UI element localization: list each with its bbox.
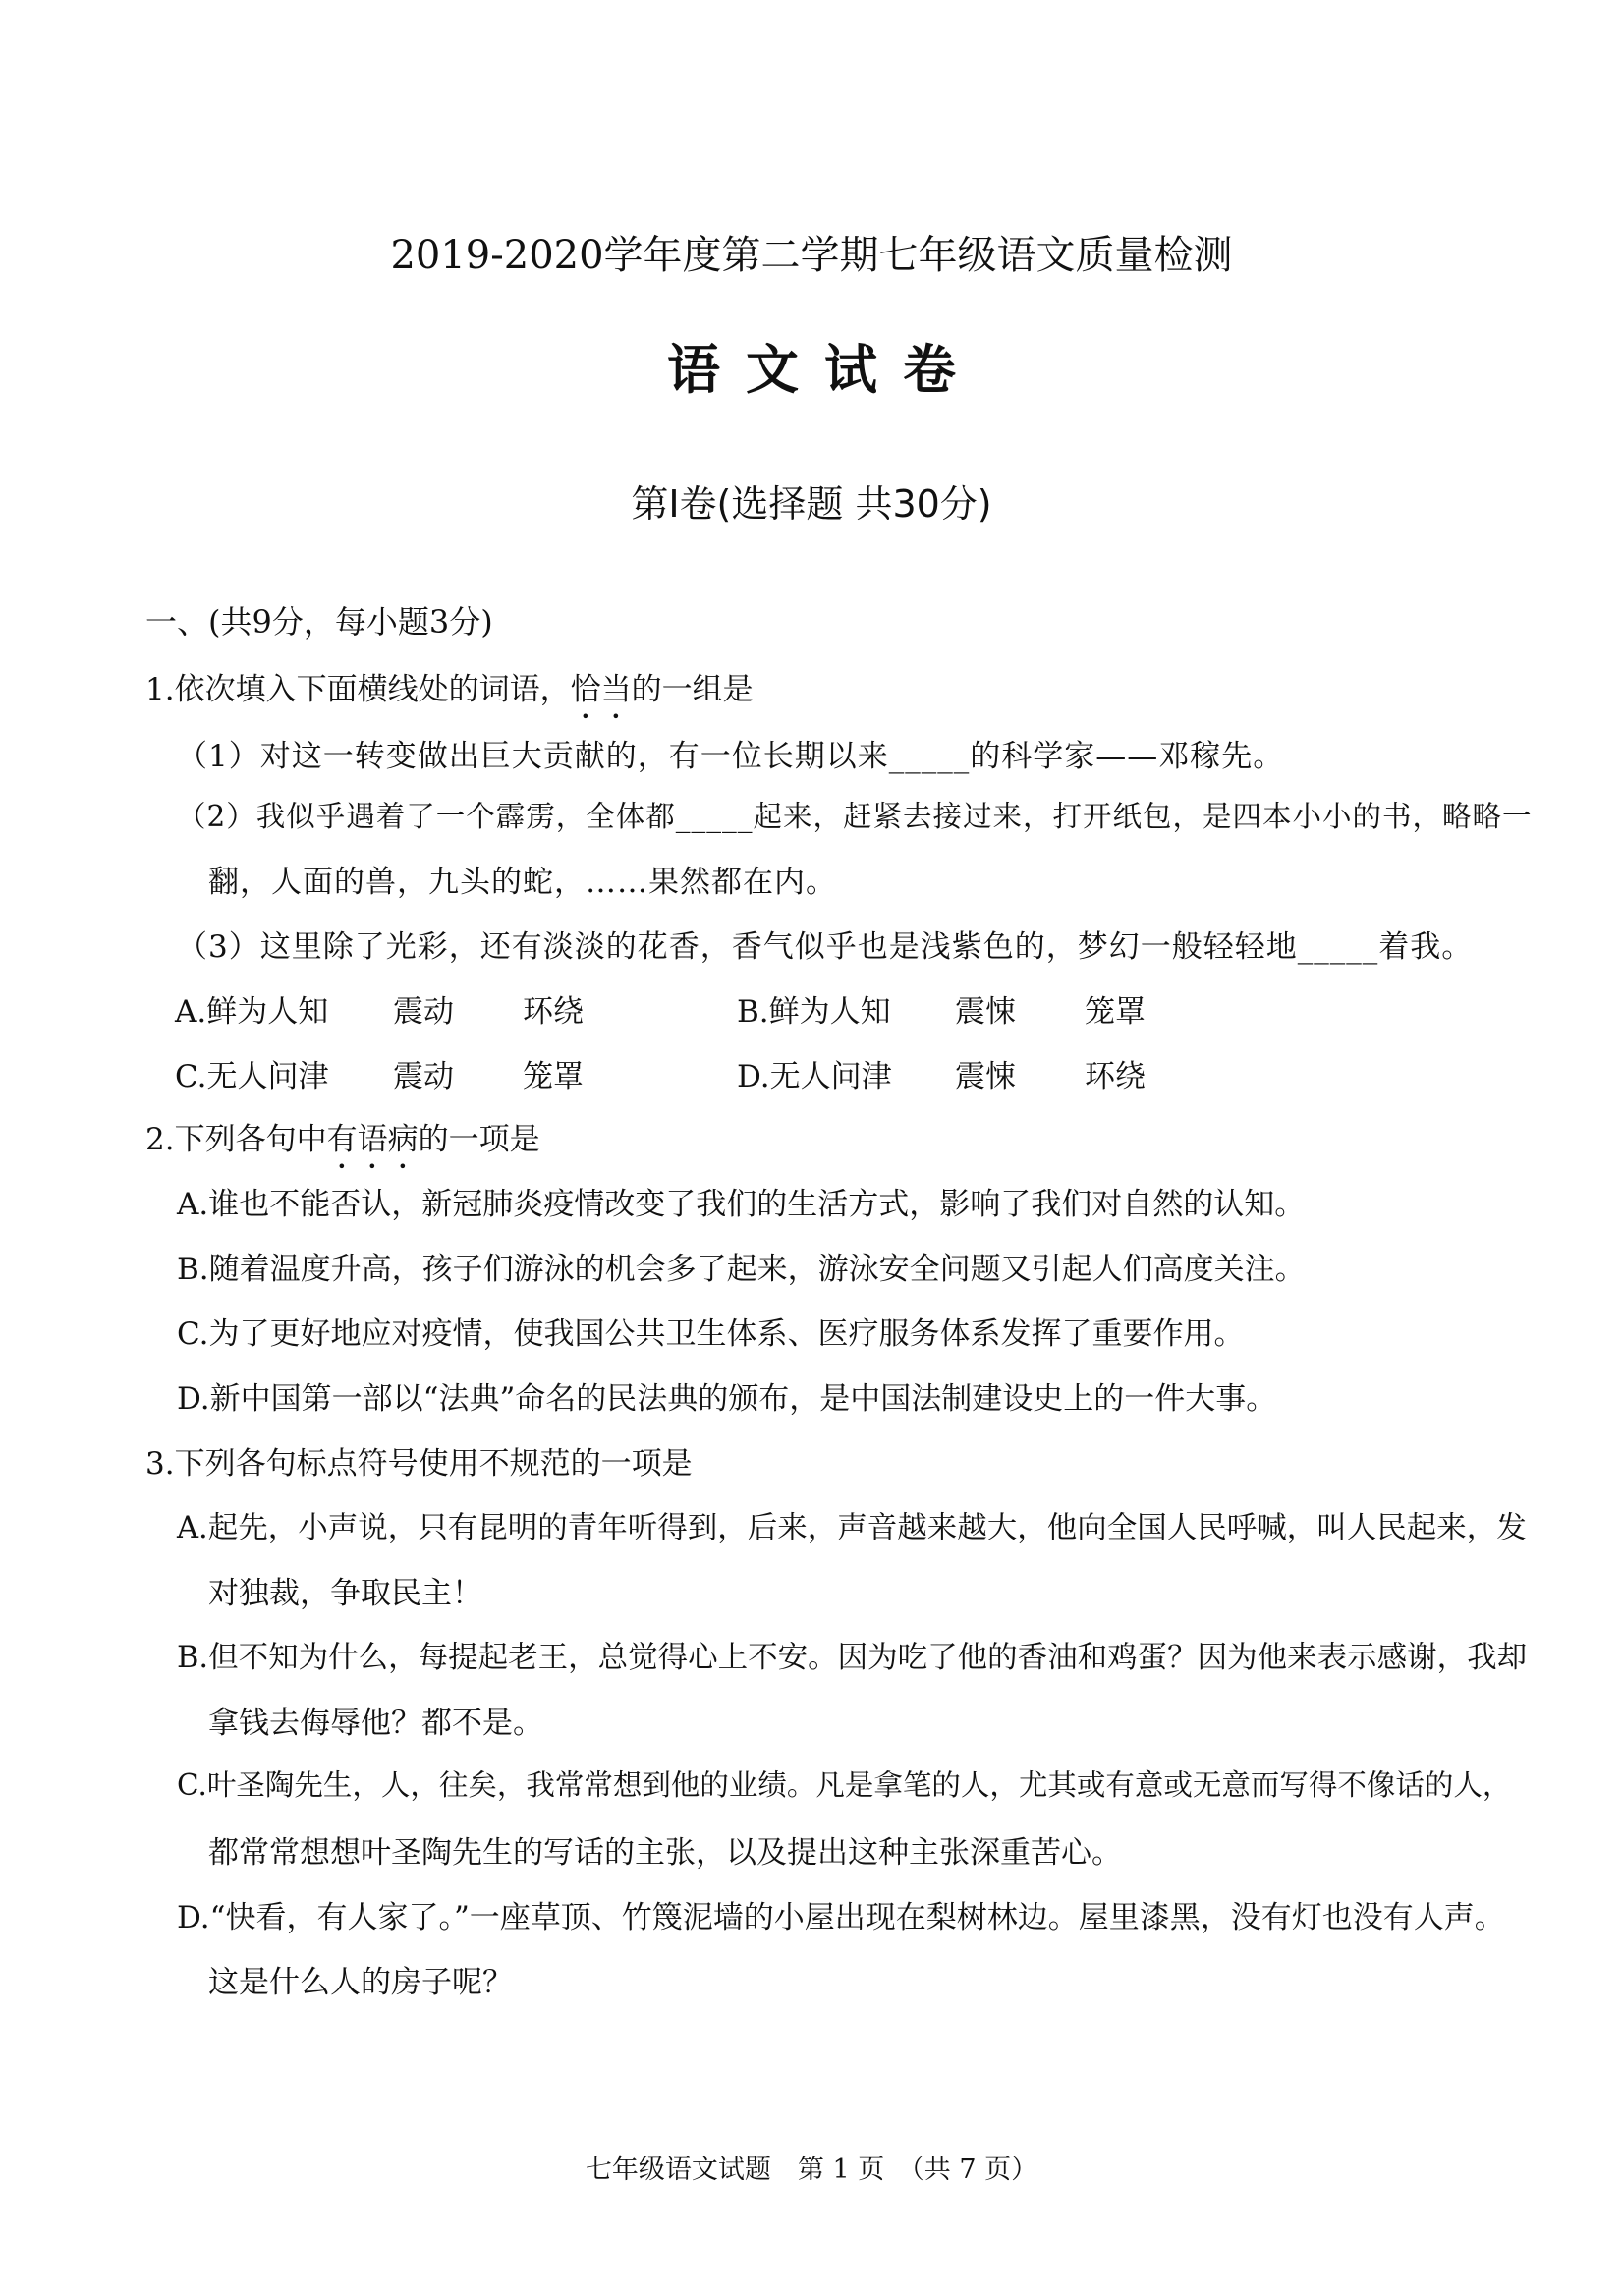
question-1-options-row-2 bbox=[175, 1051, 1354, 1094]
option-c-word-2: 震动 bbox=[393, 1059, 454, 1094]
question-1-options-row-1 bbox=[175, 986, 1354, 1030]
question-3-option-c-line-2: 都常常想想叶圣陶先生的写话的主张，以及提出这种主张深重苦心。 bbox=[208, 1835, 1122, 1871]
question-1-stem-after: 的一组是 bbox=[631, 672, 754, 707]
question-1-stem bbox=[145, 664, 754, 726]
question-1-sentence-2-line-1: （2）我似乎遇着了一个霹雳，全体都_____起来，赶紧去接过来，打开纸包，是四本小小的书，略略一 bbox=[177, 800, 1533, 833]
question-3-option-a-line-1: A.起先，小声说，只有昆明的青年听得到，后来，声音越来越大，他向全国人民呼喊，叫人民起来，发 bbox=[177, 1511, 1527, 1545]
question-1-sentence-1: （1）对这一转变做出巨大贡献的，有一位长期以来_____的科学家——邓稼先。 bbox=[177, 739, 1285, 774]
section-title: 一、(共9分，每小题3分) bbox=[145, 603, 493, 641]
question-3-option-a-line-2: 对独裁，争取民主！ bbox=[208, 1576, 482, 1611]
exam-title: 2019-2020学年度第二学期七年级语文质量检测 bbox=[390, 233, 1233, 278]
question-3-option-d-line-1: D.“快看，有人家了。”一座草顶、竹篾泥墙的小屋出现在梨树林边。屋里漆黑，没有灯也没有人声。 bbox=[177, 1900, 1505, 1935]
question-2-option-d: D.新中国第一部以“法典”命名的民法典的颁布，是中国法制建设史上的一件大事。 bbox=[177, 1381, 1277, 1417]
question-2-stem-before: 2.下列各句中 bbox=[145, 1122, 327, 1157]
question-2-stem bbox=[145, 1114, 540, 1176]
option-b-word-1: B.鲜为人知 bbox=[737, 994, 891, 1030]
part-title: 第Ⅰ卷(选择题 共30分) bbox=[631, 482, 992, 526]
option-d-word-1: D.无人问津 bbox=[737, 1059, 892, 1094]
option-c-word-1: C.无人问津 bbox=[175, 1059, 329, 1094]
question-3-stem: 3.下列各句标点符号使用不规范的一项是 bbox=[145, 1446, 693, 1482]
question-2-option-b: B.随着温度升高，孩子们游泳的机会多了起来，游泳安全问题又引起人们高度关注。 bbox=[177, 1252, 1306, 1287]
question-2-stem-after: 的一项是 bbox=[418, 1122, 540, 1157]
question-1-stem-before: 1.依次填入下面横线处的词语， bbox=[145, 672, 571, 707]
option-d-word-3: 环绕 bbox=[1085, 1059, 1146, 1094]
main-title: 语文试卷 bbox=[667, 338, 981, 401]
option-b-word-3: 笼罩 bbox=[1085, 994, 1146, 1030]
question-3-option-c-line-1: C.叶圣陶先生，人，往矣，我常常想到他的业绩。凡是拿笔的人，尤其或有意或无意而写得不像话的人， bbox=[177, 1768, 1512, 1802]
question-3-option-b-line-1: B.但不知为什么，每提起老王，总觉得心上不安。因为吃了他的香油和鸡蛋？因为他来表示感谢，我却 bbox=[177, 1641, 1528, 1675]
question-3-option-b-line-2: 拿钱去侮辱他？都不是。 bbox=[208, 1706, 543, 1741]
option-a-word-3: 环绕 bbox=[523, 994, 584, 1030]
page-footer: 七年级语文试题 第 1 页 （共 7 页） bbox=[585, 2155, 1038, 2185]
question-2-stem-emphasis: 有语病 bbox=[326, 1122, 419, 1157]
question-2-option-c: C.为了更好地应对疫情，使我国公共卫生体系、医疗服务体系发挥了重要作用。 bbox=[177, 1316, 1245, 1352]
option-a-word-2: 震动 bbox=[393, 994, 454, 1030]
question-3-option-d-line-2: 这是什么人的房子呢？ bbox=[208, 1965, 513, 2000]
question-1-sentence-3: （3）这里除了光彩，还有淡淡的花香，香气似乎也是浅紫色的，梦幻一般轻轻地_____着我。 bbox=[177, 929, 1474, 965]
question-2-option-a: A.谁也不能否认，新冠肺炎疫情改变了我们的生活方式，影响了我们对自然的认知。 bbox=[177, 1187, 1306, 1222]
question-1-sentence-2-line-2: 翻，人面的兽，九头的蛇，……果然都在内。 bbox=[208, 865, 837, 900]
question-1-stem-emphasis: 恰当 bbox=[570, 672, 632, 707]
option-c-word-3: 笼罩 bbox=[523, 1059, 584, 1094]
option-b-word-2: 震悚 bbox=[955, 994, 1016, 1030]
option-d-word-2: 震悚 bbox=[955, 1059, 1016, 1094]
option-a-word-1: A.鲜为人知 bbox=[175, 994, 329, 1030]
